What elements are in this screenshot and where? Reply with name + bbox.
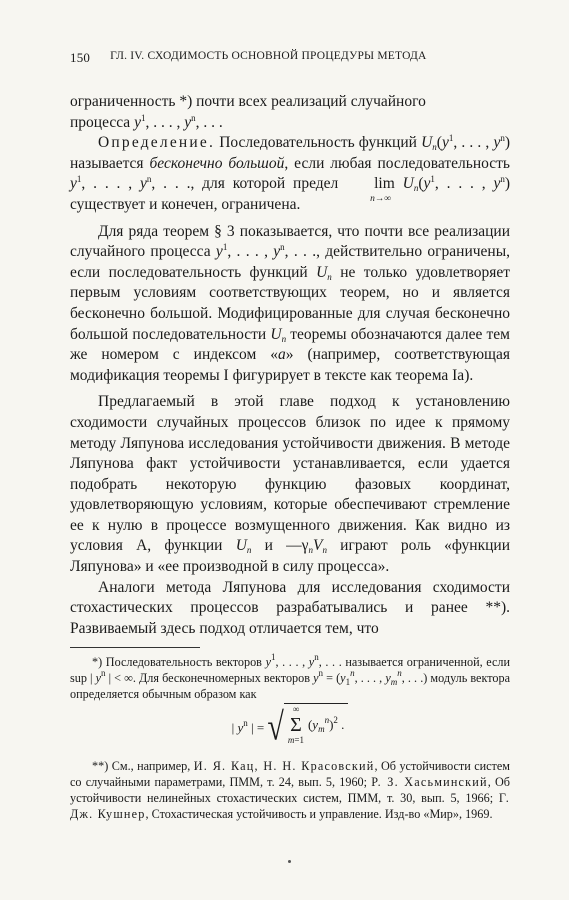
footnote-2: **) См., например, И. Я. Кац, Н. Н. Красовский, Об устойчивости систем со случайными параметрами, ПММ, т. 24, вып. 5, 1960; Р. З. Хасьминский, Об устойчивости нелинейных стохастических систем, ПММ, т. 30, вып. 5, 1966; Г. Дж. Кушнер, Стохастическая устойчивость и управление. Изд-во «Мир», 1969.: [70, 759, 510, 822]
footnote-1: *) Последовательность векторов $y^1$, . . . , $y^n$, . . . называется ограниченной, если sup | $y^n$ | < ∞. Для бесконечномерных векторов $y^n = (y_1^n$, . . . , $y_m^n$, . . .) модуль вектора определяется обычным образом как: [70, 652, 511, 702]
page-number: 150: [70, 50, 91, 65]
main-text: [70, 92, 510, 822]
definition-paragraph: Определение. Последовательность функций $U_n(y^1$, . . . , $y^n$) называется бесконечно большой, если любая последовательность $y^1$, . . . , $y^n$, . . ., для которой предел lim n→∞ $U_n(y^1$, . . . , $y^n$) существует и конечен, ограничена.: [70, 133, 511, 213]
sum-symbol: ∞ Σ m=1: [287, 703, 304, 745]
paragraph-continued: ограниченность *) почти всех реализаций случайного процесса $y^1$, . . . , $y^n$, . . .: [70, 93, 426, 131]
running-header: [70, 50, 510, 66]
vector-norm-formula: | $y^n$ | = √ ∞ Σ m=1 $(y_m^n)^2$ .: [70, 708, 510, 748]
running-title: ГЛ. IV. СХОДИМОСТЬ ОСНОВНОЙ ПРОЦЕДУРЫ МЕТОДА: [110, 50, 427, 62]
footnotes: [70, 654, 510, 822]
page-speck: [288, 860, 291, 863]
footnote-rule: [70, 647, 200, 648]
sqrt-symbol: √ ∞ Σ m=1 $(y_m^n)^2$ .: [267, 711, 348, 746]
paragraph-analogs: Аналоги метода Ляпунова для исследования сходимости стохастических процессов разрабатывались и ранее **). Развиваемый здесь подход отличается тем, что: [70, 578, 510, 637]
definition-word: Определение.: [98, 134, 216, 152]
paragraph-theorems: Для ряда теорем § 3 показывается, что почти все реализации случайного процесса $y^1$, . . . , $y^n$, . . ., действительно ограничены, если последовательность функций $U_n$ не только удовлетворяет первым условиям соответствующих теорем, но и является бесконечно большой. Модифицированные для случая бесконечно большой последовательности $U_n$ теоремы обозначаются далее тем же номером с индексом «а» (например, соответствующая модификация теоремы I фигурирует в тексте как теорема Iа).: [70, 222, 510, 384]
paragraph-lyapunov: Предлагаемый в этой главе подход к установлению сходимости случайных процессов близок по идее к прямому методу Ляпунова исследования устойчивости движения. В методе Ляпунова факт устойчивости устанавливается, если удается подобрать некоторую функцию фазовых координат, удовлетворяющую условиям, которые обеспечивают стремление ее к нулю в процессе возмущенного движения. Как видно из условия А, функции $U_n$ и $—\gamma_nV_n$ играют роль «функции Ляпунова» и «ее производной в силу процесса».: [70, 393, 511, 576]
